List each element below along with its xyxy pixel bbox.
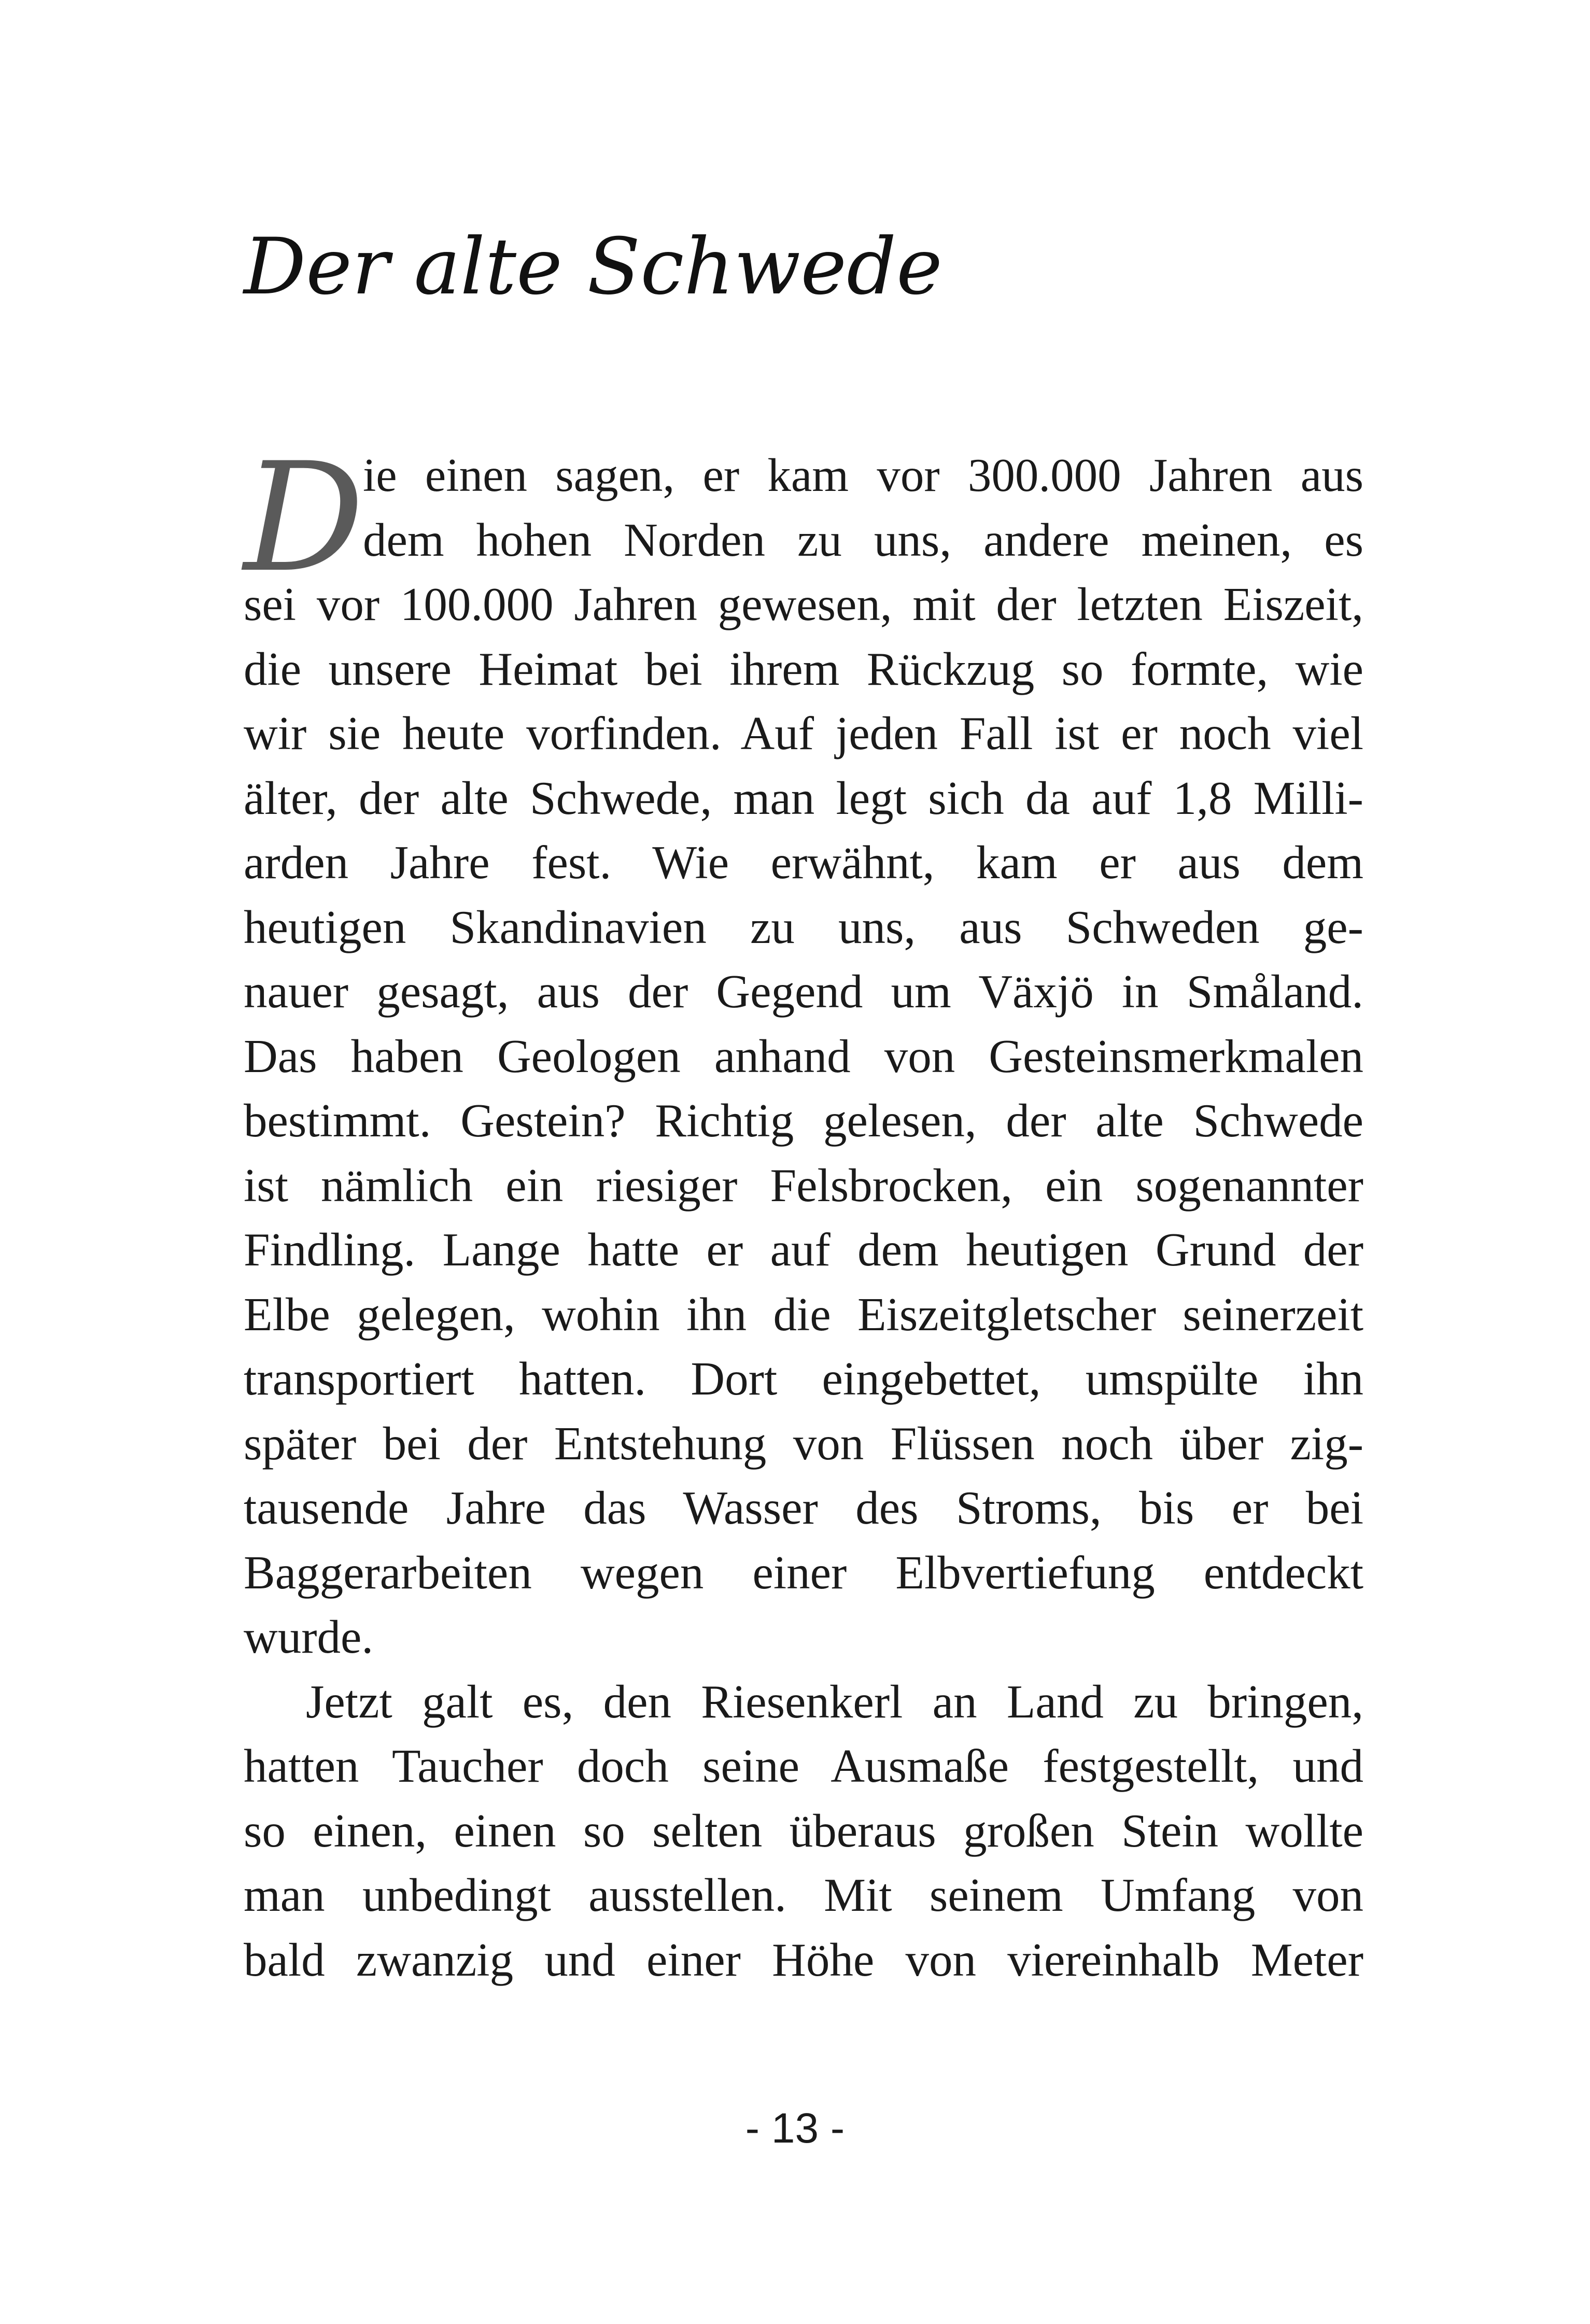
paragraph-2 (244, 1670, 1363, 1993)
text-line: älter, der alte Schwede, man legt sich da auf 1,8 Milli- (244, 771, 1363, 824)
text-line: ie einen sagen, er kam vor 300.000 Jahren aus (363, 449, 1363, 501)
text-line: Elbe gelegen, wohin ihn die Eiszeitgletscher seinerzeit (244, 1288, 1363, 1341)
text-line: arden Jahre fest. Wie erwähnt, kam er aus dem (244, 836, 1363, 889)
text-line: dem hohen Norden zu uns, andere meinen, es (363, 513, 1363, 566)
text-line: heutigen Skandinavien zu uns, aus Schweden ge- (244, 900, 1363, 953)
text-line: später bei der Entstehung von Flüssen noch über zig- (244, 1417, 1363, 1470)
chapter-title: Der alte Schwede (244, 222, 942, 312)
text-line: Findling. Lange hatte er auf dem heutigen Grund der (244, 1223, 1363, 1276)
text-line: sei vor 100.000 Jahren gewesen, mit der letzten Eiszeit, (244, 578, 1363, 630)
text-line: Baggerarbeiten wegen einer Elbvertiefung entdeckt (244, 1546, 1363, 1599)
text-line: ist nämlich ein riesiger Felsbrocken, ein sogenannter (244, 1159, 1363, 1212)
text-line: Das haben Geologen anhand von Gesteinsmerkmalen (244, 1030, 1363, 1082)
text-line: tausende Jahre das Wasser des Stroms, bis er bei (244, 1482, 1363, 1534)
text-line: bald zwanzig und einer Höhe von viereinhalb Meter (244, 1933, 1363, 1986)
paragraph-1 (244, 431, 1363, 1670)
text-line: transportiert hatten. Dort eingebettet, umspülte ihn (244, 1353, 1363, 1405)
drop-cap: D (244, 431, 364, 605)
text-line: die unsere Heimat bei ihrem Rückzug so formte, wie (244, 642, 1363, 695)
page-number: - 13 - (745, 2105, 845, 2152)
text-line: hatten Taucher doch seine Ausmaße festgestellt, und (244, 1740, 1363, 1792)
text-line: bestimmt. Gestein? Richtig gelesen, der alte Schwede (244, 1094, 1363, 1147)
text-line: Jetzt galt es, den Riesenkerl an Land zu bringen, (306, 1675, 1363, 1728)
text-line: wir sie heute vorfinden. Auf jeden Fall ist er noch viel (244, 707, 1363, 759)
text-line: man unbedingt ausstellen. Mit seinem Umfang von (244, 1869, 1363, 1921)
text-line: nauer gesagt, aus der Gegend um Växjö in Småland. (244, 965, 1363, 1018)
body-text (244, 431, 1363, 1992)
text-line: so einen, einen so selten überaus großen Stein wollte (244, 1804, 1363, 1857)
text-line: wurde. (244, 1611, 374, 1663)
